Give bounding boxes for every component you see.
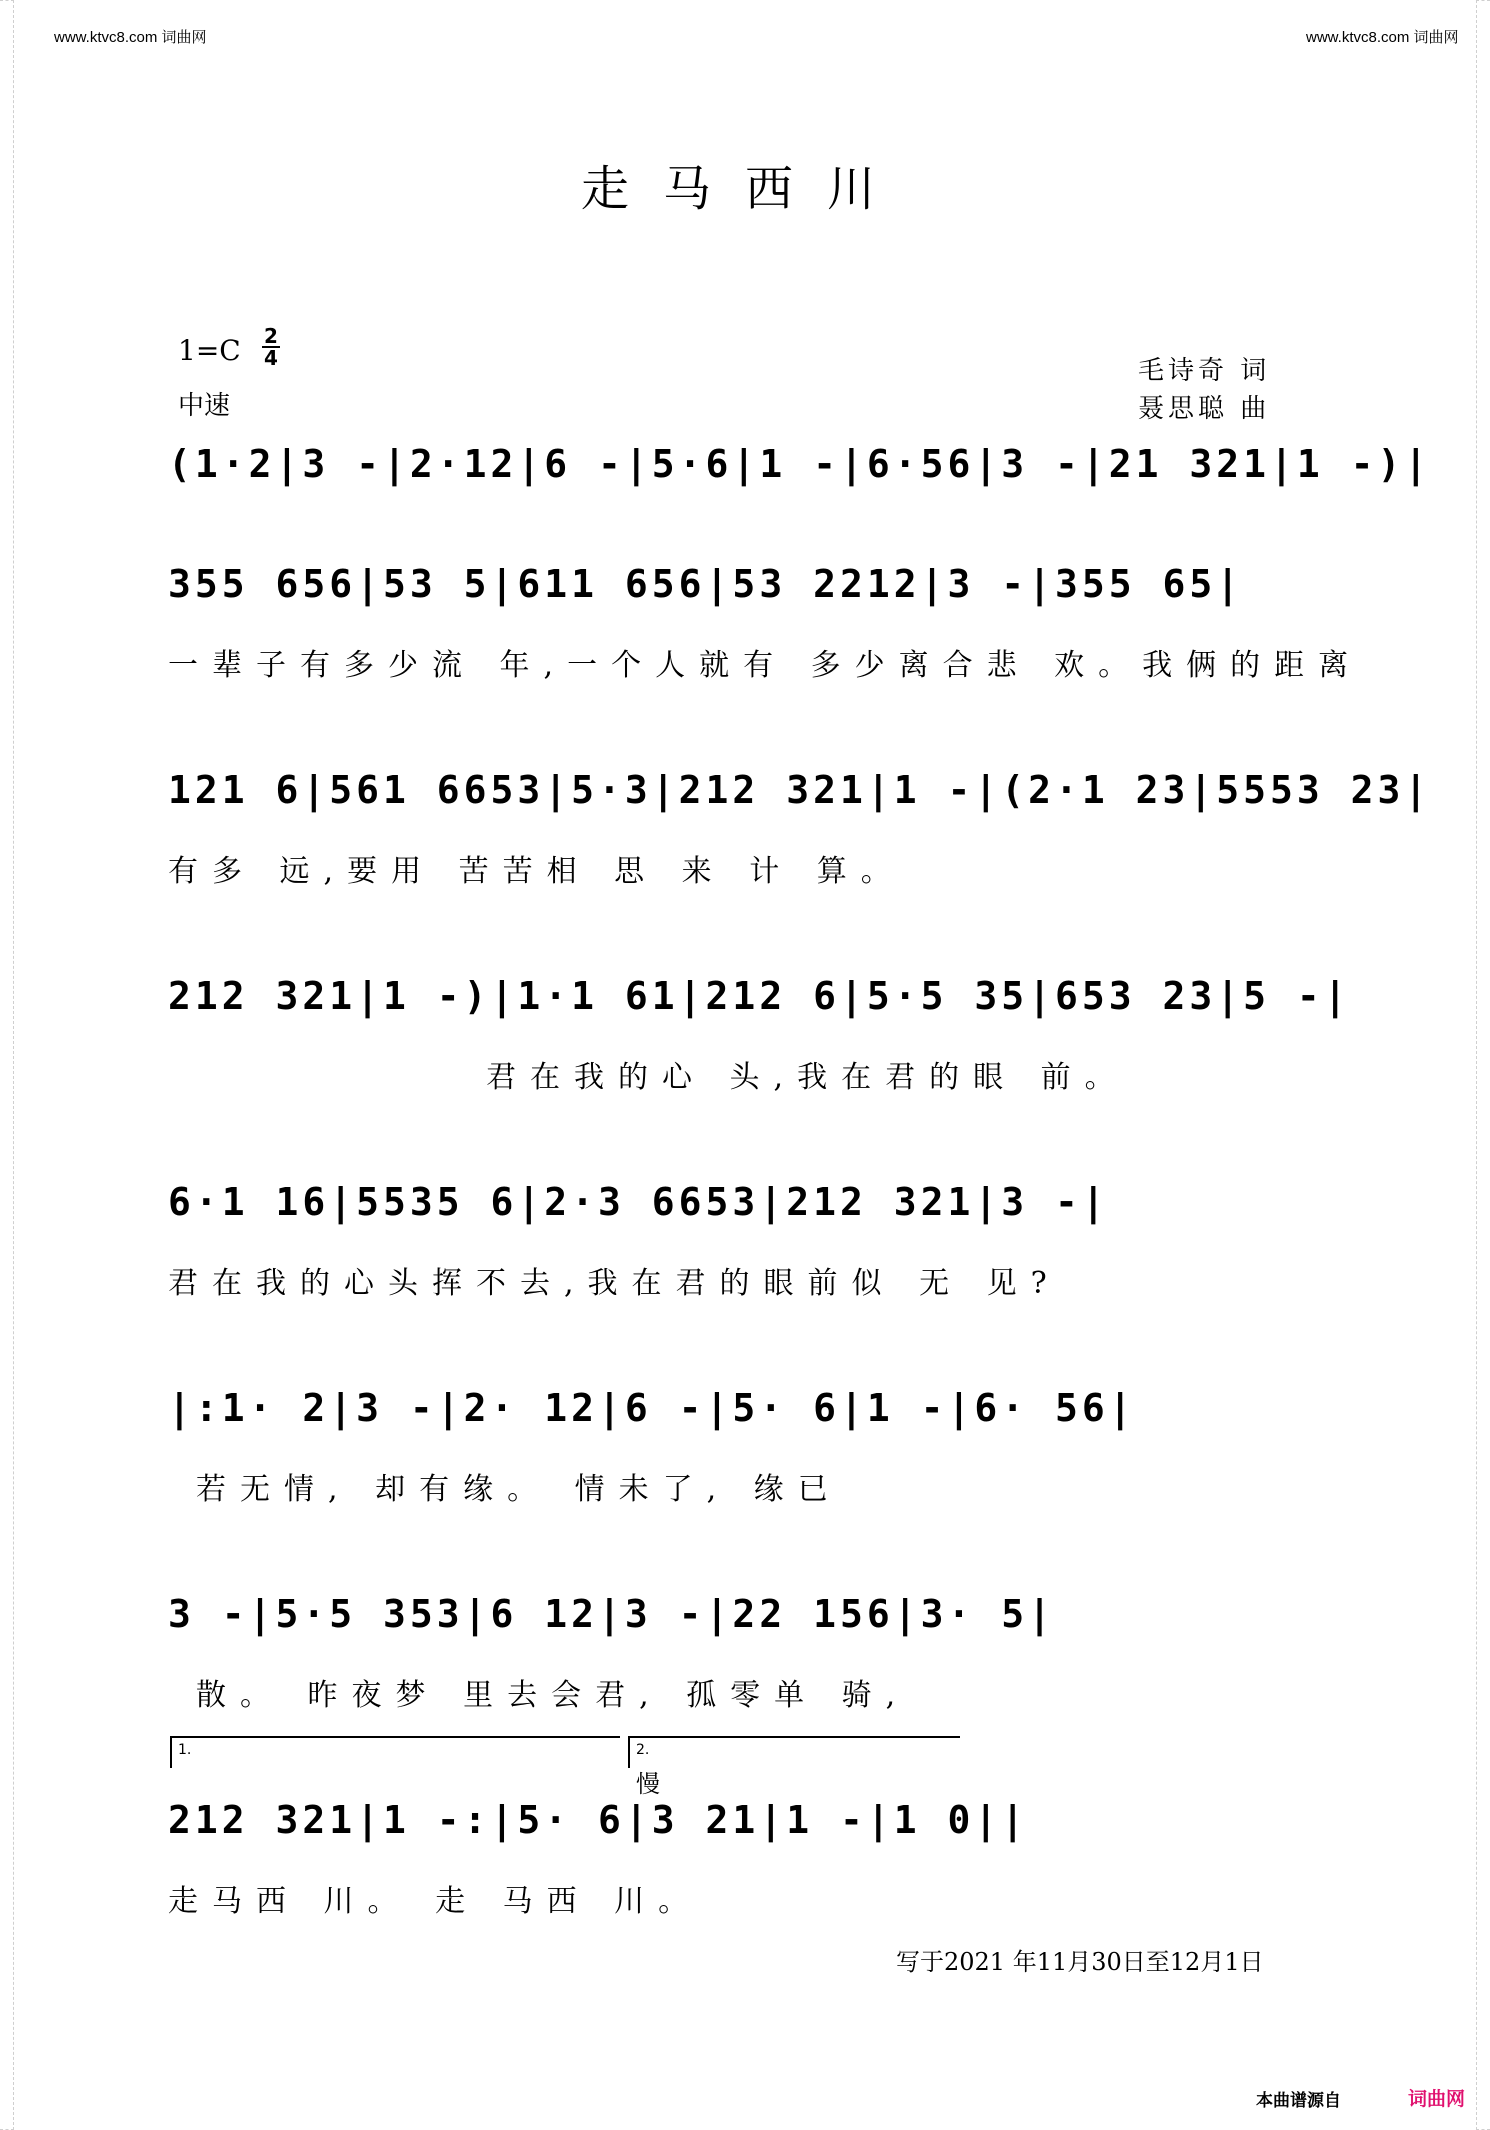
time-signature [262, 326, 280, 368]
score-line-2 [168, 562, 1363, 683]
lyrics: 有多 远,要用 苦苦相 思 来 计 算。 [168, 854, 905, 889]
left-margin-strip [0, 0, 14, 2130]
notation: |:1· 2|3 -|2· 12|6 -|5· 6|1 -|6· 56| [168, 1386, 1136, 1430]
notation: 212 321|1 -)|1·1 61|212 6|5·5 35|653 23|5 -| [168, 974, 1351, 1018]
lyrics: 君在我的心 头,我在君的眼 前。 [486, 1060, 1129, 1095]
score-line-3 [168, 768, 1432, 889]
tempo-change-marking: 慢 [636, 1770, 660, 1798]
lyrics: 君在我的心头挥不去,我在君的眼前似 无 见? [168, 1266, 1061, 1301]
score-line-6 [168, 1386, 1328, 1507]
site-logo-link[interactable]: 词曲网 [1408, 2088, 1466, 2110]
notation: (1·2|3 -|2·12|6 -|5·6|1 -|6·56|3 -|21 321|1 -)| [168, 442, 1432, 486]
notation: 6·1 16|5535 6|2·3 6653|212 321|3 -| [168, 1180, 1109, 1224]
second-ending-label: 2. [636, 1742, 650, 1758]
tempo-marking: 中速 [178, 391, 231, 421]
score-line-7 [168, 1592, 1328, 1713]
lyrics: 一辈子有多少流 年,一个人就有 多少离合悲 欢。我俩的距离 [168, 648, 1363, 683]
lyricist-credit: 毛诗奇 词 [1138, 356, 1271, 386]
score-line-5 [168, 1180, 1328, 1301]
first-ending-bracket [170, 1736, 620, 1768]
second-ending-bracket [628, 1736, 960, 1768]
time-signature-bottom: 4 [264, 346, 278, 370]
composition-date-note: 写于2021 年11月30日至12月1日 [896, 1948, 1264, 1976]
page-title: 走马西川 [580, 161, 909, 217]
score-line-8 [168, 1798, 1328, 1919]
source-label: 本曲谱源自 [1256, 2091, 1341, 2111]
notation: 121 6|561 6653|5·3|212 321|1 -|(2·1 23|5553 23| [168, 768, 1432, 812]
right-margin-strip [1476, 0, 1490, 2130]
time-signature-top: 2 [264, 324, 278, 348]
lyrics: 若无情, 却有缘。 情未了, 缘已 [196, 1472, 842, 1507]
notation: 3 -|5·5 353|6 12|3 -|22 156|3· 5| [168, 1592, 1055, 1636]
notation: 212 321|1 -:|5· 6|3 21|1 -|1 0|| [168, 1798, 1029, 1842]
lyrics: 走马西 川。 走 马西 川。 [168, 1884, 703, 1919]
first-ending-label: 1. [178, 1742, 192, 1758]
lyrics: 散。 昨夜梦 里去会君, 孤零单 骑, [196, 1678, 910, 1713]
score-line-1 [168, 442, 1432, 552]
notation: 355 656|53 5|611 656|53 2212|3 -|355 65| [168, 562, 1244, 606]
composer-credit: 聂思聪 曲 [1138, 394, 1271, 424]
header-right-url[interactable]: www.ktvc8.com 词曲网 [1306, 29, 1459, 46]
score-line-4 [168, 974, 1351, 1095]
header-left-url[interactable]: www.ktvc8.com 词曲网 [54, 29, 207, 46]
key-signature: 1=C [178, 334, 241, 367]
